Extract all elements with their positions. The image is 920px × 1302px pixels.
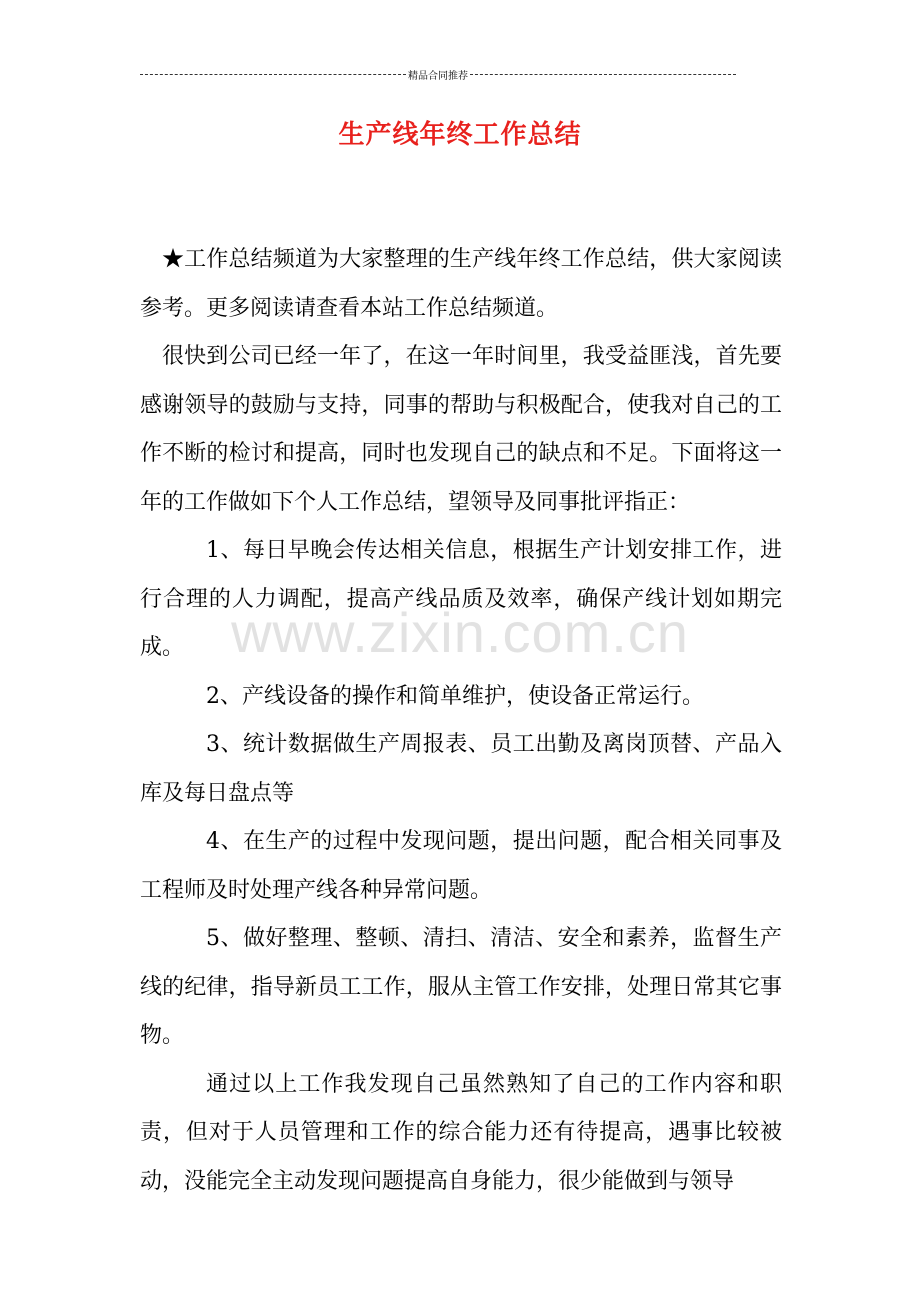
list-item-1: 1、每日早晚会传达相关信息，根据生产计划安排工作，进行合理的人力调配，提高产线品质及效率，确保产线计划如期完成。	[140, 538, 782, 660]
closing-paragraph: 通过以上工作我发现自己虽然熟知了自己的工作内容和职责，但对于人员管理和工作的综合能力还有待提高，遇事比较被动，没能完全主动发现问题提高自身能力，很少能做到与领导	[140, 1071, 782, 1194]
document-body	[140, 236, 782, 1206]
list-item-5: 5、做好整理、整顿、清扫、清洁、安全和素养，监督生产线的纪律，指导新员工工作，服从主管工作安排，处理日常其它事物。	[140, 926, 782, 1048]
header-divider-left	[140, 74, 406, 75]
opening-paragraph: 很快到公司已经一年了，在这一年时间里，我受益匪浅，首先要感谢领导的鼓励与支持，同事的帮助与积极配合，使我对自己的工作不断的检讨和提高，同时也发现自己的缺点和不足。下面将这一年的工作做如下个人工作总结，望领导及同事批评指正：	[140, 344, 782, 515]
intro-paragraph: ★工作总结频道为大家整理的生产线年终工作总结，供大家阅读参考。更多阅读请查看本站工作总结频道。	[140, 247, 782, 321]
header-divider-right	[470, 74, 736, 75]
header-label: 精品合同推荐	[408, 70, 468, 82]
page-header	[140, 66, 736, 82]
watermark: www.zixin.com.cn	[231, 601, 689, 664]
list-item-3: 3、统计数据做生产周报表、员工出勤及离岗顶替、产品入库及每日盘点等	[140, 732, 782, 806]
list-item-4: 4、在生产的过程中发现问题，提出问题，配合相关同事及工程师及时处理产线各种异常问题。	[140, 829, 782, 903]
list-item-2: 2、产线设备的操作和简单维护，使设备正常运行。	[206, 683, 704, 709]
document-title: 生产线年终工作总结	[338, 120, 582, 150]
